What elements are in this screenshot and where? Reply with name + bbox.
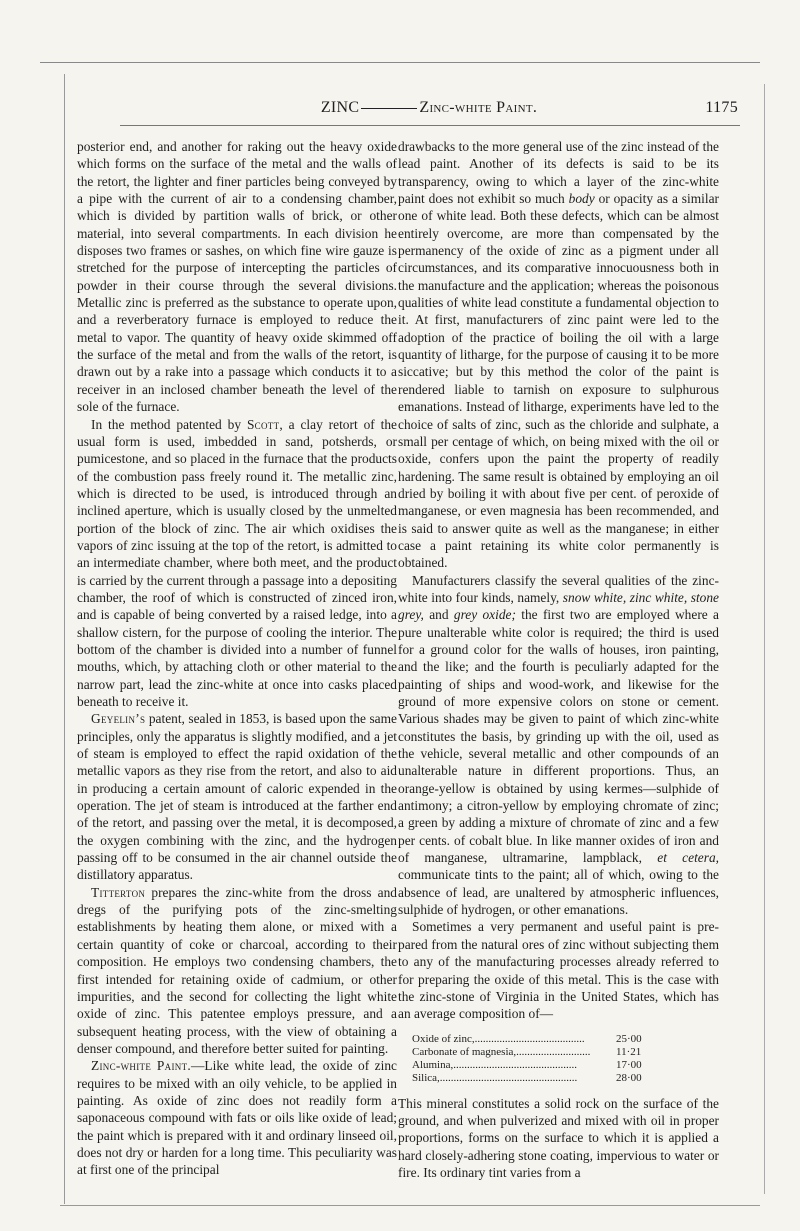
page-frame-left [64, 74, 65, 1204]
running-title-right: Zinc-white Paint. [419, 99, 538, 116]
page-frame-bottom [60, 1205, 760, 1206]
paragraph-drawbacks: drawbacks to the more general use of the zinc instead of the lead paint. Another of its defects is said to be its transparency, owing to which a layer of the zinc-white paint does not exhibit so much body or opacity as a similar one of white lead. Both these defects, which can be almost entirely overcome, are more than compensated by the permanency of the oxide of zinc as a pigment under all circumstances, and its comparative innocuousness both in the manufacture and the application; whereas the poisonous qualities of white lead constitute a fundamental objection to it. At first, manufacturers of zinc paint were led to the adoption of the practice of boiling the oil with a large quantity of litharge, for the purpose of causing it to be more siccative; but by this method the color of the paint is rendered liable to tarnish on exposure to sulphurous emanations. Instead of litharge, experiments have led to the choice of salts of zinc, such as the chloride and sulphate, a small per centage of which, on being mixed with the oil or oxide, confers upon the paint the property of readily hardening. The same result is obtained by employing an oil dried by boiling it with about five per cent. of peroxide of manganese, or even magnesia has been recommended, and is said to answer quite as well as the manganese; in either case a paint retaining its white color permanently is obtained. [398, 139, 719, 571]
paragraph-retort-continuation: posterior end, and another for raking out the heavy oxide which forms on the surface of the metal and the walls of the retort, the lighter and finer particles being conveyed by a pipe with the current of air to a condensing chamber, which is divided by partition walls of brick, or other material, into several compartments. In each division he disposes two frames or sashes, on which fine wire gauze is stretched for the purpose of intercepting the particles of powder in their course through the several divisions. Metallic zinc is preferred as the substance to operate upon, and a reverberatory furnace is employed to reduce the metal to vapor. The quantity of heavy oxide skimmed off the surface of the metal and from the walls of the retort, is drawn out by a rake into a passage which conducts it to a receiver in an inclosed chamber beneath the level of the sole of the furnace. [77, 139, 397, 415]
paragraph-natural-ores: Sometimes a very permanent and useful paint is prepared from the natural ores of zinc without subjecting them to any of the manufacturing processes already referred to for preparing the oxide of this metal. This is the case with the zinc-stone of Virginia in the United States, which has an average composition of— [398, 919, 719, 1022]
page-frame-right [764, 84, 765, 1194]
name-scott: Scott [246, 416, 280, 432]
paragraph-geyelin: Geyelin’s patent, sealed in 1853, is based upon the same principles, only the apparatus is slightly modified, and a jet of steam is employed to effect the rapid oxidation of the metallic vapors as they rise from the retort, and also to aid in producing a certain amount of caloric expended in the operation. The jet of steam is introduced at the farther end of the retort, and passing over the metal, it is decomposed, the oxygen combining with the zinc, and the hydrogen passing off to be consumed in the air channel outside the distillatory apparatus. [77, 711, 397, 883]
right-column [398, 138, 719, 1181]
table-row: Alumina,............................................. 17·00 [412, 1058, 642, 1071]
table-row: Oxide of zinc,........................................ 25·00 [412, 1032, 642, 1045]
left-column [77, 138, 397, 1179]
header-rule [120, 125, 740, 126]
name-titterton: Titterton [91, 884, 146, 900]
paragraph-scott: In the method patented by Scott, a clay retort of the usual form is used, imbedded in sand, potsherds, or pumicestone, and so placed in the furnace that the products of the combustion pass freely round it. The metallic zinc, which is directed to be used, is introduced through an inclined aperture, which is usually closed by the unmelted portion of the block of zinc. The air which oxidises the vapors of zinc issuing at the top of the retort, is admitted to an intermediate chamber, where both meet, and the product is carried by the current through a passage into a depositing chamber, the roof of which is constructed of zinced iron, and is capable of being converted by a raised ledge, into a shallow cistern, for the purpose of cooling the interior. The bottom of the chamber is divided into a number of funnel mouths, which, by attaching cloth or other material to the narrow part, lead the zinc-white at once into casks placed beneath to receive it. [77, 416, 397, 709]
paragraph-mineral: This mineral constitutes a solid rock on the surface of the ground, and when pulverized and mixed with oil in proper proportions, forms on the surface to which it is applied a hard closely-adhering stone coating, impervious to water or fire. Its ordinary tint varies from a [398, 1095, 719, 1180]
running-header [120, 99, 738, 123]
heading-zinc-white-paint: Zinc-white Paint. [91, 1058, 192, 1074]
page-number: 1175 [705, 99, 738, 116]
table-row: Carbonate of magnesia,........................... 11·21 [412, 1045, 642, 1058]
title-dash [361, 108, 417, 109]
name-geyelin: Geyelin’s [91, 711, 146, 727]
paragraph-titterton: Titterton prepares the zinc-white from the dross and dregs of the purifying pots of the zinc-smelting establishments by heating them alone, or mixed with a certain quantity of coke or charcoal, according to their composition. He employs two condensing chambers, the first intended for retaining oxide of cadmium, or other impurities, and the second for collecting the light white oxide of zinc. This patentee employs pressure, and a subsequent heating process, with the view of obtaining a denser compound, and therefore better suited for painting. [77, 884, 397, 1056]
running-title-left: ZINC [320, 99, 360, 116]
composition-table [412, 1033, 642, 1085]
running-title [120, 99, 738, 117]
page-frame-top [40, 62, 760, 63]
table-row: Silica,.................................................. 28·00 [412, 1071, 642, 1084]
paragraph-qualities: Manufacturers classify the several qualities of the zinc-white into four kinds, namely, snow white, zinc white, stone grey, and grey oxide; the first two are employed where a pure unalterable white color is required; the third is used for a ground color for the walls of houses, iron painting, and the like; and the fourth is peculiarly adapted for the painting of ships and wood-work, and likewise for the ground of more expensive colors on stone or cement. Various shades may be given to paint of which zinc-white constitutes the basis, by grinding up with the oil, used as the vehicle, several metallic and other compounds of an unalterable nature in different proportions. Thus, an orange-yellow is obtained by using kermes—sulphide of antimony; a citron-yellow by employing chromate of zinc; a green by adding a mixture of chromate of zinc and a few per cents. of cobalt blue. In like manner oxides of iron and of manganese, ultramarine, lampblack, et cetera, communicate tints to the paint; all of which, owing to the absence of lead, are unaltered by atmospheric influences, sulphide of hydrogen, or other emanations. [398, 572, 719, 918]
paragraph-zinc-white-paint: Zinc-white Paint.—Like white lead, the oxide of zinc requires to be mixed with an oily vehicle, to be applied in painting. As oxide of zinc does not readily form a saponaceous compound with fats or oils like oxide of lead; the paint which is prepared with it and ordinary linseed oil, does not dry or harden for a long time. This peculiarity was at first one of the principal [77, 1058, 397, 1178]
